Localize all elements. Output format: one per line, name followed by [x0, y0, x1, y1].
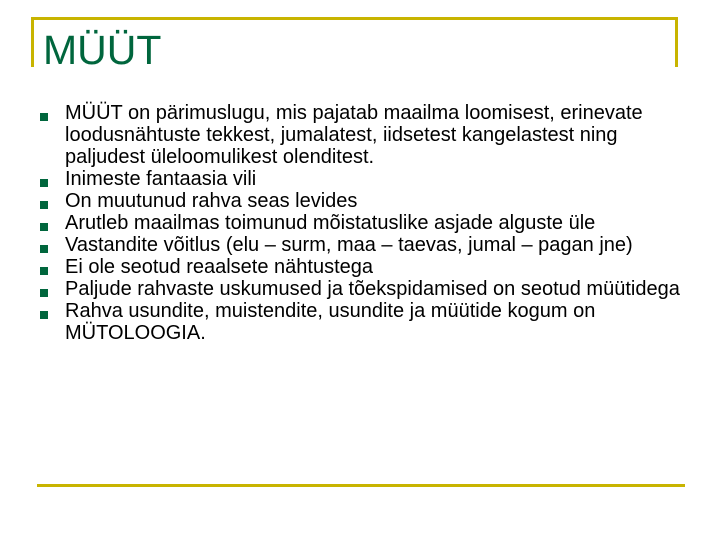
frame-right-line	[675, 17, 678, 67]
bullet-text: Inimeste fantaasia vili	[65, 168, 257, 190]
square-bullet-icon	[40, 245, 48, 253]
bullet-text: Rahva usundite, muistendite, usundite ja müütide kogum on MÜTOLOOGIA.	[65, 300, 596, 344]
bullet-list	[40, 102, 680, 344]
slide-title: MÜÜT	[43, 27, 162, 73]
bullet-text: MÜÜT on pärimuslugu, mis pajatab maailma loomisest, erinevate loodusnähtuste tekkest, jumalatest, iidsetest kangelastest ning paljudest üleloomulikest olenditest.	[65, 102, 643, 168]
square-bullet-icon	[40, 223, 48, 231]
frame-top-line	[31, 17, 678, 20]
bullet-item-8	[40, 300, 680, 344]
square-bullet-icon	[40, 289, 48, 297]
bullet-text: Paljude rahvaste uskumused ja tõekspidamised on seotud müütidega	[65, 278, 680, 300]
bullet-item-4	[40, 212, 680, 234]
bullet-text: Arutleb maailmas toimunud mõistatuslike asjade alguste üle	[65, 212, 596, 234]
bullet-item-3	[40, 190, 680, 212]
bullet-text: On muutunud rahva seas levides	[65, 190, 358, 212]
square-bullet-icon	[40, 267, 48, 275]
square-bullet-icon	[40, 311, 48, 319]
bullet-item-5	[40, 234, 680, 256]
bullet-text: Ei ole seotud reaalsete nähtustega	[65, 256, 373, 278]
frame-left-line	[31, 17, 34, 67]
bullet-item-6	[40, 256, 680, 278]
square-bullet-icon	[40, 179, 48, 187]
bullet-item-1	[40, 102, 680, 168]
bullet-text: Vastandite võitlus (elu – surm, maa – taevas, jumal – pagan jne)	[65, 234, 633, 256]
bullet-item-7	[40, 278, 680, 300]
frame-bottom-line	[37, 484, 685, 487]
bullet-item-2	[40, 168, 680, 190]
square-bullet-icon	[40, 201, 48, 209]
square-bullet-icon	[40, 113, 48, 121]
